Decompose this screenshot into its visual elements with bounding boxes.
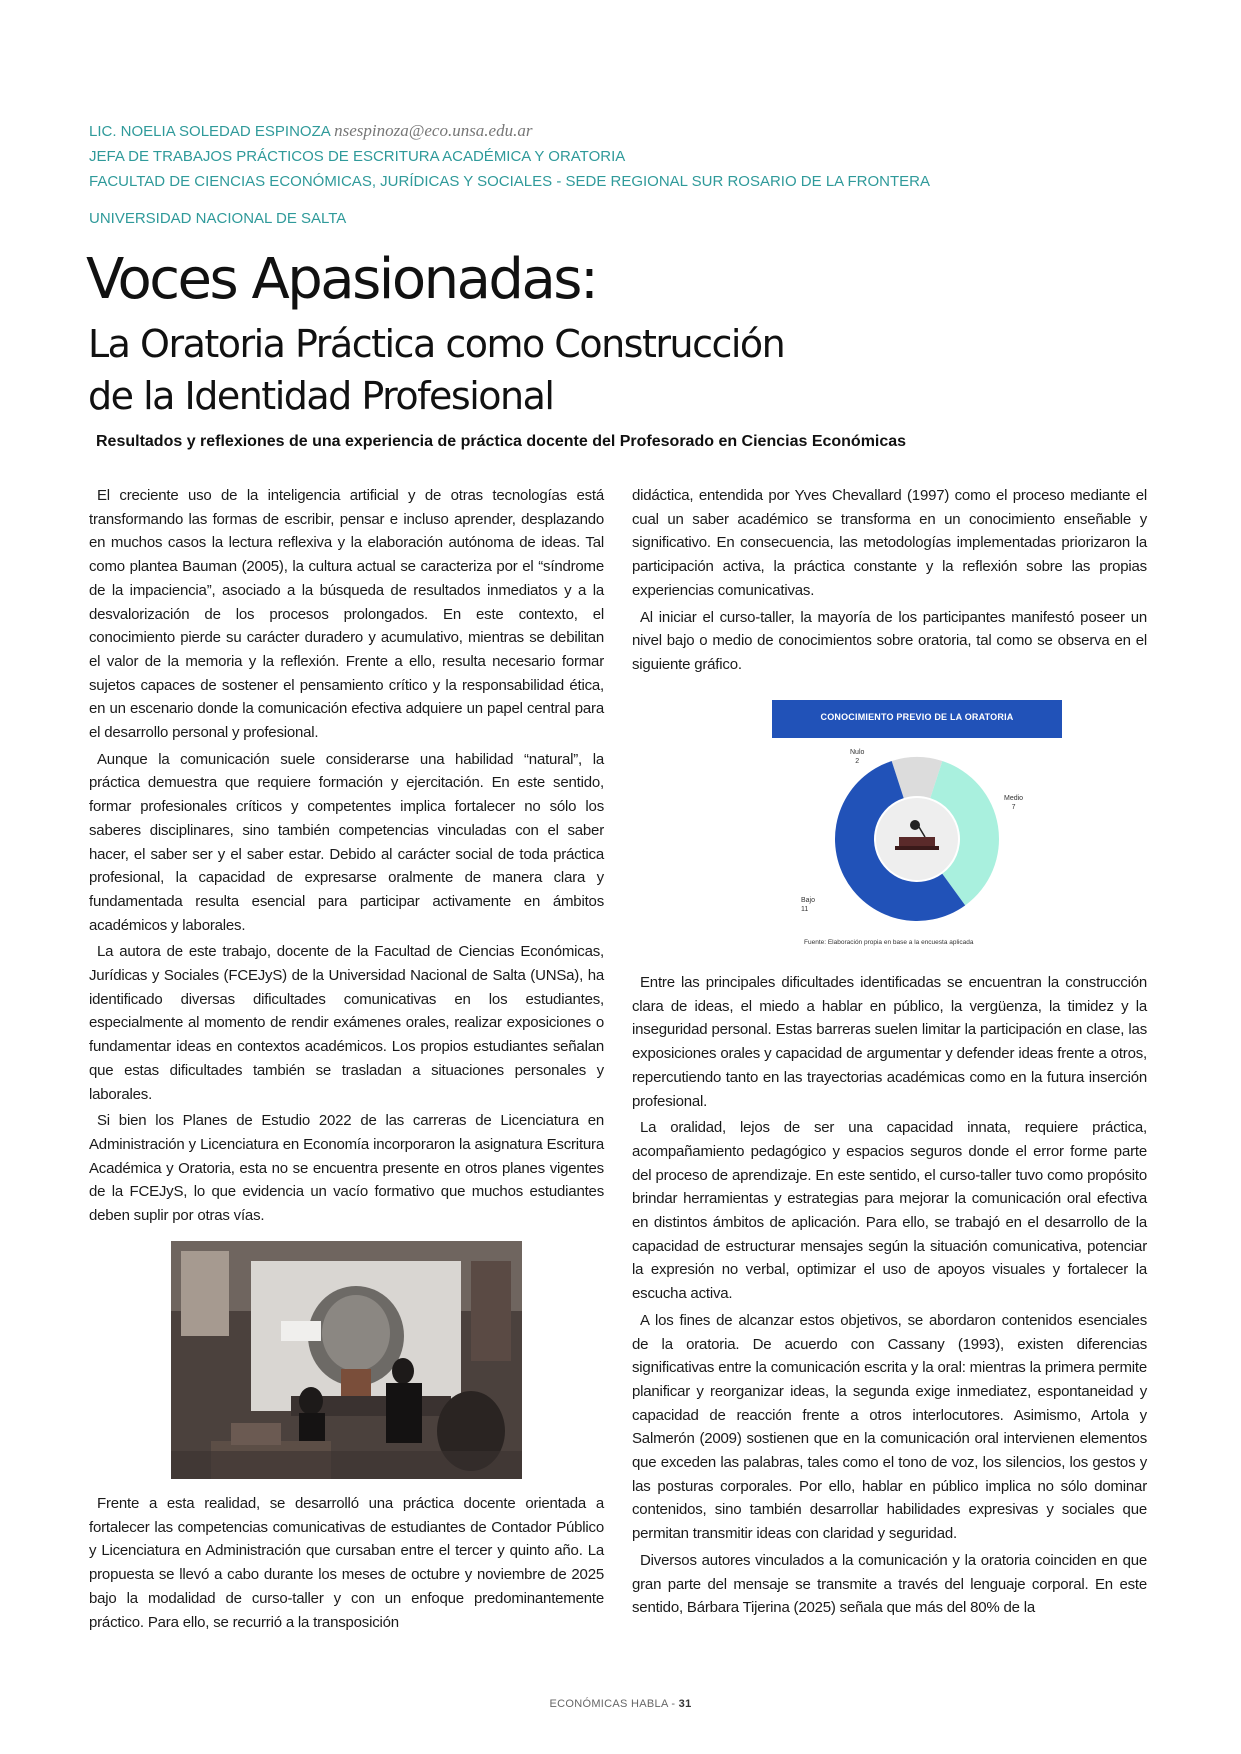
- paragraph: Entre las principales dificultades identificadas se encuentran la construcción clara de ideas, el miedo a hablar en público, la vergüenza, la timidez y la inseguridad personal. Estas barreras suelen limitar la participación en clase, las exposiciones orales y capacidad de argumentar y defender ideas frente a otros, repercutiendo tanto en las trayectorias académicas como en la futura inserción profesional.: [632, 974, 1147, 1110]
- paragraph: Aunque la comunicación suele considerarse una habilidad “natural”, la práctica demuestra que requiere formación y ejercitación. En este sentido, formar profesionales críticos y competentes implica fortalecer no sólo los saberes disciplinares, sino también competencias vinculadas con el saber hacer, el saber ser y el saber estar. Debido al carácter social de toda práctica profesional, la capacidad de expresarse oralmente de manera clara y fundamentada resulta esencial para participar activamente en ámbitos académicos y laborales.: [89, 750, 604, 934]
- article-title: Voces Apasionadas:: [86, 247, 597, 312]
- label-medio-name: Medio: [1004, 795, 1024, 802]
- label-bajo-value: 11: [801, 906, 809, 913]
- author-block: [89, 118, 1189, 231]
- article-subtitle: [88, 318, 784, 422]
- right-column-bottom: [632, 971, 1147, 1623]
- label-bajo: [801, 896, 815, 914]
- chart-source: Fuente: Elaboración propia en base a la encuesta aplicada: [804, 939, 974, 946]
- paragraph: Diversos autores vinculados a la comunicación y la oratoria coinciden en que gran parte del mensaje se transmite a través del lenguaje corporal. En este sentido, Bárbara Tijerina (2025) señala que más del 80% de la: [632, 1551, 1147, 1617]
- left-column: [89, 484, 604, 1231]
- footer-magazine: ECONÓMICAS HABLA -: [549, 1698, 679, 1710]
- label-nulo: [850, 748, 864, 766]
- paragraph: Frente a esta realidad, se desarrolló una práctica docente orientada a fortalecer las competencias comunicativas de estudiantes de Contador Público y Licenciatura en Administración que cursaban entre el tercer y quinto año. La propuesta se llevó a cabo durante los meses de octubre y noviembre de 2025 bajo la modalidad de curso-taller y con un enfoque predominantemente práctico. Para ello, se recurrió a la transposición: [89, 1495, 604, 1631]
- author-university: UNIVERSIDAD NACIONAL DE SALTA: [89, 210, 347, 227]
- author-role: JEFA DE TRABAJOS PRÁCTICOS DE ESCRITURA ACADÉMICA Y ORATORIA: [89, 148, 626, 165]
- classroom-photo-illustration: [171, 1241, 522, 1479]
- label-bajo-name: Bajo: [801, 897, 816, 904]
- knowledge-pie-chart: [768, 692, 1066, 953]
- label-nulo-value: 2: [855, 758, 860, 765]
- label-nulo-name: Nulo: [850, 749, 865, 756]
- page-footer: [0, 1698, 1241, 1710]
- author-email[interactable]: nsespinoza@eco.unsa.edu.ar: [334, 121, 533, 140]
- paragraph: Si bien los Planes de Estudio 2022 de las carreras de Licenciatura en Administración y Licenciatura en Economía incorporaron la asignatura Escritura Académica y Oratoria, esta no se encuentra presente en otros planes vigentes de la FCEJyS, lo que evidencia un vacío formativo que muchos estudiantes deben suplir por otras vías.: [89, 1112, 604, 1225]
- subtitle-line-2: de la Identidad Profesional: [88, 374, 554, 418]
- author-name-line: [89, 118, 1189, 144]
- label-medio-value: 7: [1011, 804, 1016, 811]
- chart-title: CONOCIMIENTO PREVIO DE LA ORATORIA: [820, 712, 1014, 722]
- label-medio: [1004, 794, 1023, 812]
- page-number: 31: [678, 1698, 692, 1710]
- right-column-top: [632, 484, 1147, 680]
- paragraph: didáctica, entendida por Yves Chevallard (1997) como el proceso mediante el cual un saber académico se transforma en un conocimiento enseñable y significativo. En consecuencia, las metodologías implementadas priorizaron la participación activa, la práctica constante y la reflexión sobre las propias experiencias comunicativas.: [632, 487, 1147, 599]
- author-name: LIC. NOELIA SOLEDAD ESPINOZA: [89, 123, 330, 140]
- left-column-continued: [89, 1492, 604, 1637]
- paragraph: El creciente uso de la inteligencia artificial y de otras tecnologías está transformando las formas de escribir, pensar e incluso aprender, desplazando en muchos casos la lectura reflexiva y la elaboración autónoma de ideas. Tal como plantea Bauman (2005), la cultura actual se caracteriza por el “síndrome de la impaciencia”, asociado a la búsqueda de resultados inmediatos y a la desvalorización de los procesos prolongados. En este contexto, el conocimiento pierde su carácter duradero y acumulativo, mientras se debilitan el valor de la memoria y la reflexión. Frente a ello, resulta necesario formar sujetos capaces de sostener el pensamiento crítico y la responsabilidad ética, en un escenario donde la comunicación efectiva adquiere un papel central para el desarrollo personal y profesional.: [89, 487, 604, 742]
- paragraph: Al iniciar el curso-taller, la mayoría de los participantes manifestó poseer un nivel bajo o medio de conocimientos sobre oratoria, tal como se observa en el siguiente gráfico.: [632, 608, 1147, 673]
- article-tagline: Resultados y reflexiones de una experiencia de práctica docente del Profesorado en Ciencias Económicas: [96, 433, 907, 450]
- paragraph: La oralidad, lejos de ser una capacidad innata, requiere práctica, acompañamiento pedagógico y espacios seguros donde el error forme parte del proceso de aprendizaje. En este sentido, el curso-taller tuvo como propósito brindar herramientas y estrategias para mejorar la comunicación oral efectiva en distintos ámbitos de aplicación. Para ello, se trabajó en el desarrollo de la capacidad de estructurar mensajes según la situación comunicativa, potenciar la expresión no verbal, optimizar el uso de apoyos visuales y fortalecer la escucha activa.: [632, 1119, 1147, 1303]
- subtitle-line-1: La Oratoria Práctica como Construcción: [88, 322, 785, 366]
- paragraph: La autora de este trabajo, docente de la Facultad de Ciencias Económicas, Jurídicas y Sociales (FCEJyS) de la Universidad Nacional de Salta (UNSa), ha identificado diversas dificultades comunicativas en los estudiantes, especialmente al momento de rendir exámenes orales, realizar exposiciones o fundamentar ideas en contextos académicos. Los propios estudiantes señalan que estas dificultades también se trasladan a situaciones personales y laborales.: [89, 943, 604, 1103]
- author-faculty: FACULTAD DE CIENCIAS ECONÓMICAS, JURÍDICAS Y SOCIALES - SEDE REGIONAL SUR ROSARIO DE LA FRONTERA: [89, 173, 931, 190]
- paragraph: A los fines de alcanzar estos objetivos, se abordaron contenidos esenciales de la oratoria. De acuerdo con Cassany (1993), existen diferencias significativas entre la comunicación escrita y la oral: mientras la primera permite planificar y reorganizar ideas, la segunda exige inmediatez, espontaneidad y capacidad de reacción frente a otros interlocutores. Asimismo, Artola y Salmerón (2009) sostienen que en la comunicación oral intervienen elementos que exceden las palabras, tales como el tono de voz, los silencios, los gestos y las posturas corporales. Por ello, hablar en público implica no sólo dominar contenidos, sino también desarrollar habilidades expresivas y sociales que permitan transmitir ideas con claridad y seguridad.: [632, 1311, 1147, 1543]
- classroom-photo: [171, 1241, 522, 1479]
